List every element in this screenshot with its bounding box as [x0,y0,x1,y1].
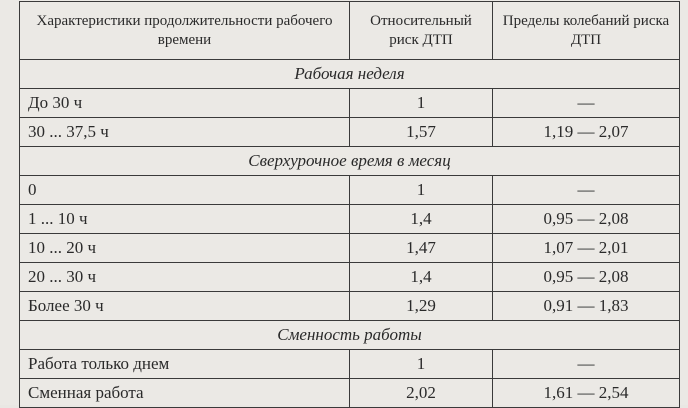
row-range: 0,91 — 1,83 [493,292,680,321]
table-row [20,89,680,118]
row-label: 10 ... 20 ч [20,234,350,263]
table-row [20,350,680,379]
table-row [20,263,680,292]
row-range: 1,07 — 2,01 [493,234,680,263]
risk-table [19,1,680,408]
row-risk: 1 [350,350,493,379]
row-range: 1,61 — 2,54 [493,379,680,408]
section-title: Сверхурочное время в месяц [20,147,680,176]
row-label: 20 ... 30 ч [20,263,350,292]
table-row [20,176,680,205]
row-range: — [493,350,680,379]
row-label: До 30 ч [20,89,350,118]
table-row [20,379,680,408]
row-label: Сменная работа [20,379,350,408]
row-risk: 1,4 [350,263,493,292]
row-risk: 2,02 [350,379,493,408]
row-risk: 1,4 [350,205,493,234]
row-risk: 1 [350,89,493,118]
table-row [20,234,680,263]
table-row [20,205,680,234]
row-risk: 1,29 [350,292,493,321]
row-range: 1,19 — 2,07 [493,118,680,147]
row-label: 0 [20,176,350,205]
section-title: Сменность работы [20,321,680,350]
row-label: 30 ... 37,5 ч [20,118,350,147]
row-risk: 1 [350,176,493,205]
header-relative-risk: Относительный риск ДТП [350,2,493,60]
table-row [20,292,680,321]
section-row-overtime [20,147,680,176]
row-range: 0,95 — 2,08 [493,205,680,234]
section-row-work-week [20,60,680,89]
row-range: 0,95 — 2,08 [493,263,680,292]
row-label: Более 30 ч [20,292,350,321]
row-label: 1 ... 10 ч [20,205,350,234]
row-risk: 1,47 [350,234,493,263]
header-characteristics: Характеристики продолжительности рабочего времени [20,2,350,60]
header-risk-range: Пределы колебаний риска ДТП [493,2,680,60]
section-row-shift-work [20,321,680,350]
row-label: Работа только днем [20,350,350,379]
section-title: Рабочая неделя [20,60,680,89]
row-range: — [493,89,680,118]
table-row [20,118,680,147]
row-range: — [493,176,680,205]
row-risk: 1,57 [350,118,493,147]
table-header-row [20,2,680,60]
